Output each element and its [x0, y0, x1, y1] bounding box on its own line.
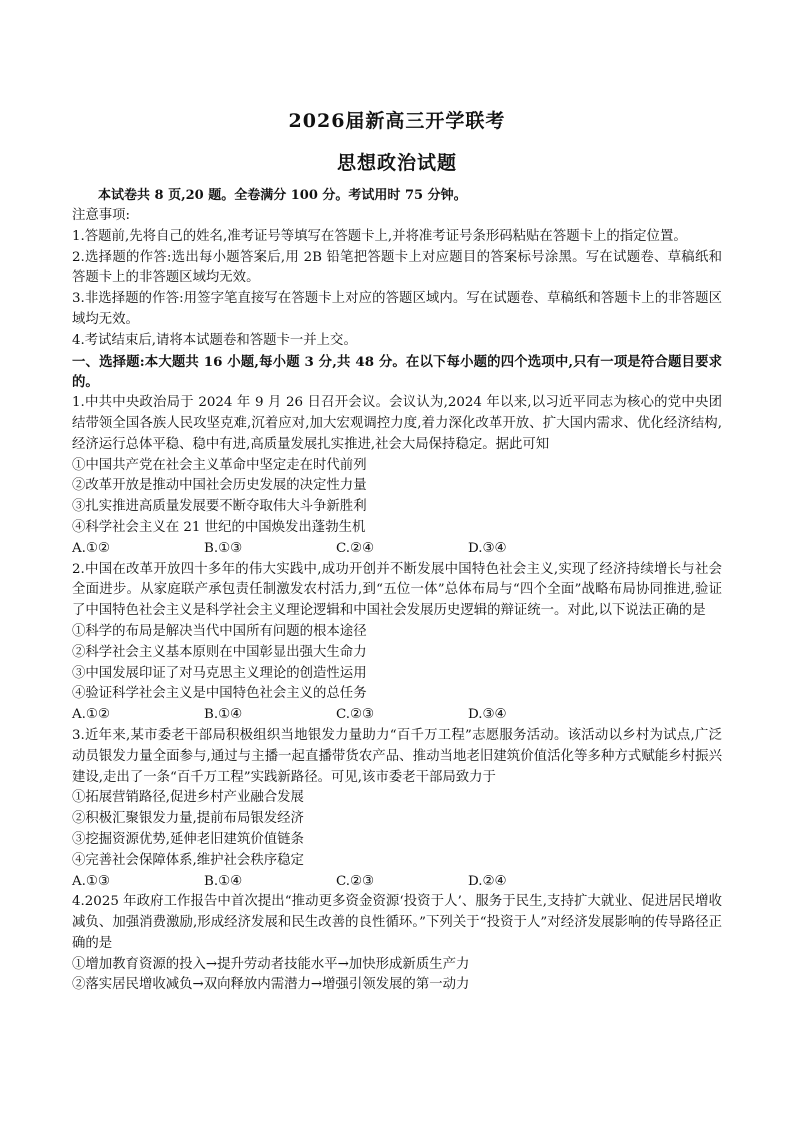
question-2-item: ②科学社会主义基本原则在中国彰显出强大生命力 — [72, 644, 367, 660]
question-3-item: ②积极汇聚银发力量,提前布局银发经济 — [72, 811, 304, 827]
notice-item-2: 2.选择题的作答:选出每小题答案后,用 2B 铅笔把答题卡上对应题目的答案标号涂黑。写在试题卷、草稿纸和答题卡上的非答题区域均无效。 — [72, 249, 722, 286]
exam-subtitle: 思想政治试题 — [336, 152, 457, 174]
question-1-item: ③扎实推进高质量发展要不断夺取伟大斗争新胜利 — [72, 499, 367, 515]
option-d: D.②④ — [468, 873, 507, 889]
question-1-item: ④科学社会主义在 21 世纪的中国焕发出蓬勃生机 — [72, 519, 366, 535]
exam-title: 2026届新高三开学联考 — [288, 110, 506, 132]
option-c: C.②④ — [336, 540, 375, 556]
option-a: A.①② — [72, 707, 110, 723]
notice-item-3: 3.非选择题的作答:用签字笔直接写在答题卡上对应的答题区域内。写在试题卷、草稿纸和答题卡上的非答题区域均无效。 — [72, 291, 722, 327]
option-d: D.③④ — [468, 540, 507, 556]
question-2-item: ①科学的布局是解决当代中国所有问题的根本途径 — [72, 623, 367, 639]
option-c: C.②③ — [336, 873, 375, 889]
option-d: D.③④ — [468, 707, 507, 723]
question-1-stem: 1.中共中央政治局于 2024 年 9 月 26 日召开会议。会议认为,2024 年以来,以习近平同志为核心的党中央团结带领全国各族人民攻坚克难,沉着应对,加大宏观调控力度,着力深化改革开放、扩大国内需求、优化经济结构,经济运行总体平稳、稳中有进,高质量发展扎实推进,社会大局保持稳定。据此可知 — [72, 395, 722, 452]
question-4-item: ②落实居民增收减负→双向释放内需潜力→增强引领发展的第一动力 — [72, 977, 470, 993]
option-b: B.①④ — [204, 707, 243, 723]
question-1-item: ①中国共产党在社会主义革命中坚定走在时代前列 — [72, 457, 367, 473]
question-1-item: ②改革开放是推动中国社会历史发展的决定性力量 — [72, 478, 367, 494]
question-3-item: ①拓展营销路径,促进乡村产业融合发展 — [72, 790, 304, 806]
option-c: C.②③ — [336, 707, 375, 723]
question-2-options — [72, 705, 722, 726]
exam-page — [72, 98, 722, 996]
exam-intro: 本试卷共 8 页,20 题。全卷满分 100 分。考试用时 75 分钟。 — [98, 188, 467, 203]
question-2-item: ④验证科学社会主义是中国特色社会主义的总任务 — [72, 686, 367, 702]
notice-heading: 注意事项: — [72, 208, 131, 223]
question-1-options — [72, 539, 722, 560]
notice-item-1: 1.答题前,先将自己的姓名,准考证号等填写在答题卡上,并将准考证号条形码粘贴在答题卡上的指定位置。 — [72, 228, 687, 244]
question-3-stem: 3.近年来,某市委老干部局积极组织当地银发力量助力“百千万工程”志愿服务活动。该活动以乡村为试点,广泛动员银发力量全面参与,通过与主播一起直播带货农产品、推动当地老旧建筑价值活化等多种方式赋能乡村振兴建设,走出了一条“百千万工程”实践新路径。可见,该市委老干部局致力于 — [72, 727, 722, 785]
option-a: A.①③ — [72, 873, 110, 889]
question-3-item: ④完善社会保障体系,维护社会秩序稳定 — [72, 852, 304, 868]
notice-item-4: 4.考试结束后,请将本试题卷和答题卡一并上交。 — [72, 332, 357, 348]
question-2-stem: 2.中国在改革开放四十多年的伟大实践中,成功开创并不断发展中国特色社会主义,实现了经济持续增长与社会全面进步。从家庭联产承包责任制激发农村活力,到“五位一体”总体布局与“四个全面”战略布局协同推进,验证了中国特色社会主义是科学社会主义理论逻辑和中国社会发展历史逻辑的辩证统一。对此,以下说法正确的是 — [72, 561, 722, 619]
question-4-item: ①增加教育资源的投入→提升劳动者技能水平→加快形成新质生产力 — [72, 956, 470, 972]
option-a: A.①② — [72, 540, 110, 556]
question-2-item: ③中国发展印证了对马克思主义理论的创造性运用 — [72, 665, 367, 681]
question-4-stem: 4.2025 年政府工作报告中首次提出“推动更多资金资源‘投资于人’、服务于民生,支持扩大就业、促进居民增收减负、加强消费激励,形成经济发展和民生改善的良性循环。”下列关于“投资于人”对经济发展影响的传导路径正确的是 — [72, 894, 722, 951]
question-3-options — [72, 872, 722, 893]
section-heading: 一、选择题:本大题共 16 小题,每小题 3 分,共 48 分。在以下每小题的四个选项中,只有一项是符合题目要求的。 — [72, 353, 722, 391]
question-3-item: ③挖掘资源优势,延伸老旧建筑价值链条 — [72, 831, 304, 847]
option-b: B.①④ — [204, 873, 243, 889]
option-b: B.①③ — [204, 540, 243, 556]
